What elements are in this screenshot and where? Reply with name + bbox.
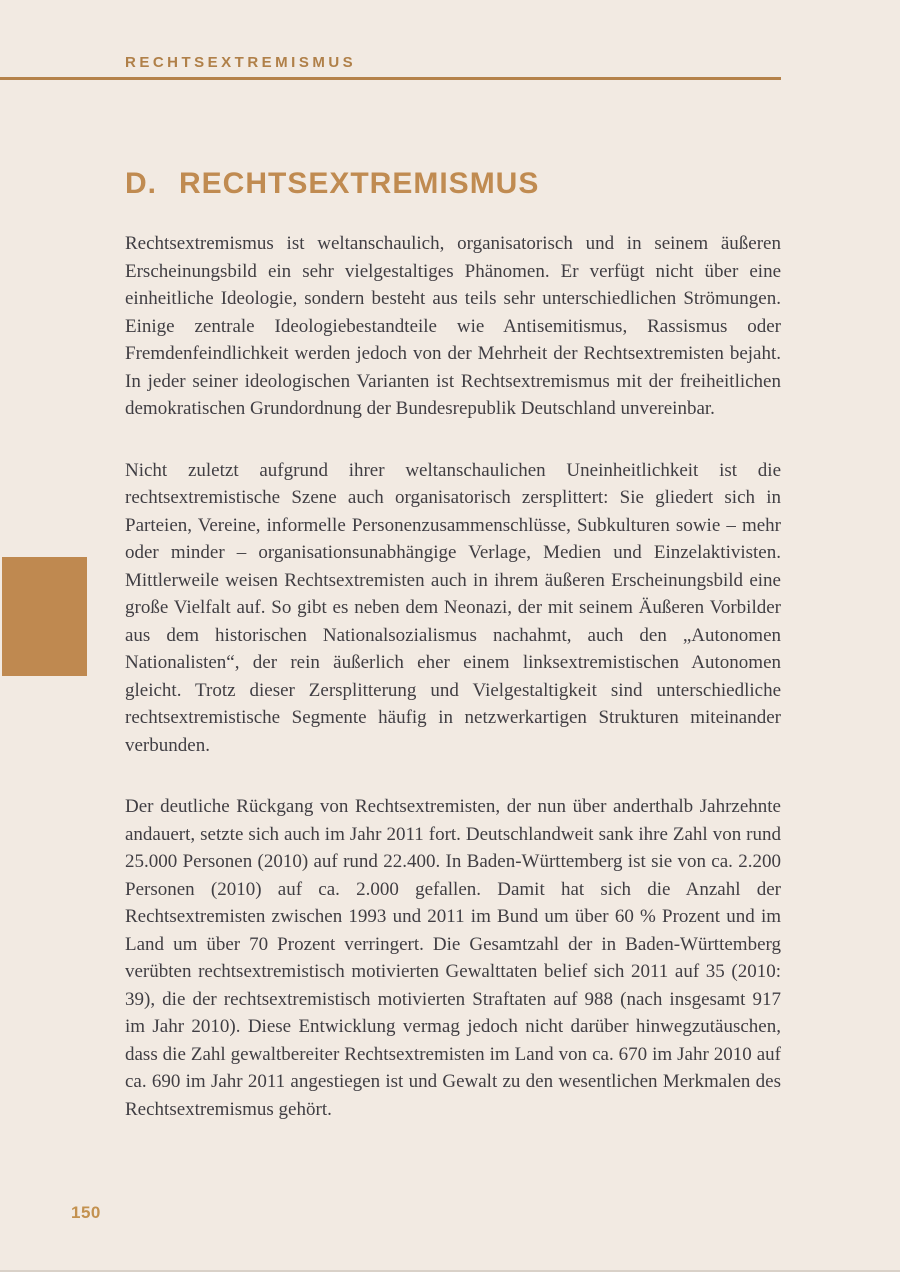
paragraph-structure: Nicht zuletzt aufgrund ihrer weltanschaulichen Uneinheitlichkeit ist die rechtsextremistische Szene auch organisatorisch zersplittert: Sie gliedert sich in Parteien, Vereine, informelle Personenzusammenschlüsse, Subkulturen sowie – mehr oder minder – organisationsunabhängige Verlage, Medien und Einzelaktivisten. Mittlerweile weisen Rechtsextremisten auch in ihrem äußeren Erscheinungsbild eine große Vielfalt auf. So gibt es neben dem Neonazi, der mit seinem Äußeren Vorbilder aus dem historischen Nationalsozialismus nachahmt, auch den „Autonomen Nationalisten“, der rein äußerlich eher einem linksextremistischen Autonomen gleicht. Trotz dieser Zersplitterung und Vielgestaltigkeit sind unterschiedliche rechtsextremistische Segmente häufig in netzwerkartigen Strukturen miteinander verbunden.: [125, 459, 781, 756]
chapter-letter: D.: [125, 167, 157, 200]
paragraph-statistics: Der deutliche Rückgang von Rechtsextremisten, der nun über anderthalb Jahrzehnte andauert, setzte sich auch im Jahr 2011 fort. Deutschlandweit sank ihre Zahl von rund 25.000 Personen (2010) auf rund 22.400. In Baden-Württemberg ist sie von ca. 2.200 Personen (2010) auf ca. 2.000 gefallen. Damit hat sich die Anzahl der Rechtsextremisten zwischen 1993 und 2011 im Bund um über 60 % Prozent und im Land um über 70 Prozent verringert. Die Gesamtzahl der in Baden-Württemberg verübten rechtsextremistisch motivierten Gewalttaten belief sich 2011 auf 35 (2010: 39), die der rechtsextremistisch motivierten Straftaten auf 988 (nach insgesamt 917 im Jahr 2010). Diese Entwicklung vermag jedoch nicht darüber hinwegzutäuschen, dass die Zahl gewaltbereiter Rechtsextremisten im Land von ca. 670 im Jahr 2010 auf ca. 690 im Jahr 2011 angestiegen ist und Gewalt zu den wesentlichen Merkmalen des Rechtsextremismus gehört.: [125, 796, 781, 1120]
running-head: RECHTSEXTREMISMUS: [125, 54, 357, 71]
header-rule: [0, 77, 781, 80]
chapter-thumb-tab: [2, 557, 87, 676]
chapter-title: [125, 167, 539, 201]
paragraph-overview: Rechtsextremismus ist weltanschaulich, organisatorisch und in seinem äußeren Erscheinungsbild ein sehr vielgestaltiges Phänomen. Er verfügt nicht über eine einheitliche Ideologie, sondern besteht aus teils sehr unterschiedlichen Strömungen. Einige zentrale Ideologiebestandteile wie Antisemitismus, Rassismus oder Fremdenfeindlichkeit werden jedoch von der Mehrheit der Rechtsextremisten bejaht. In jeder seiner ideologischen Varianten ist Rechtsextremismus mit der freiheitlichen demokratischen Grundordnung der Bundesrepublik Deutschland unvereinbar.: [125, 233, 781, 419]
chapter-title-text: RECHTSEXTREMISMUS: [179, 167, 540, 200]
page-number: 150: [71, 1203, 101, 1222]
body-copy: [125, 230, 781, 1123]
